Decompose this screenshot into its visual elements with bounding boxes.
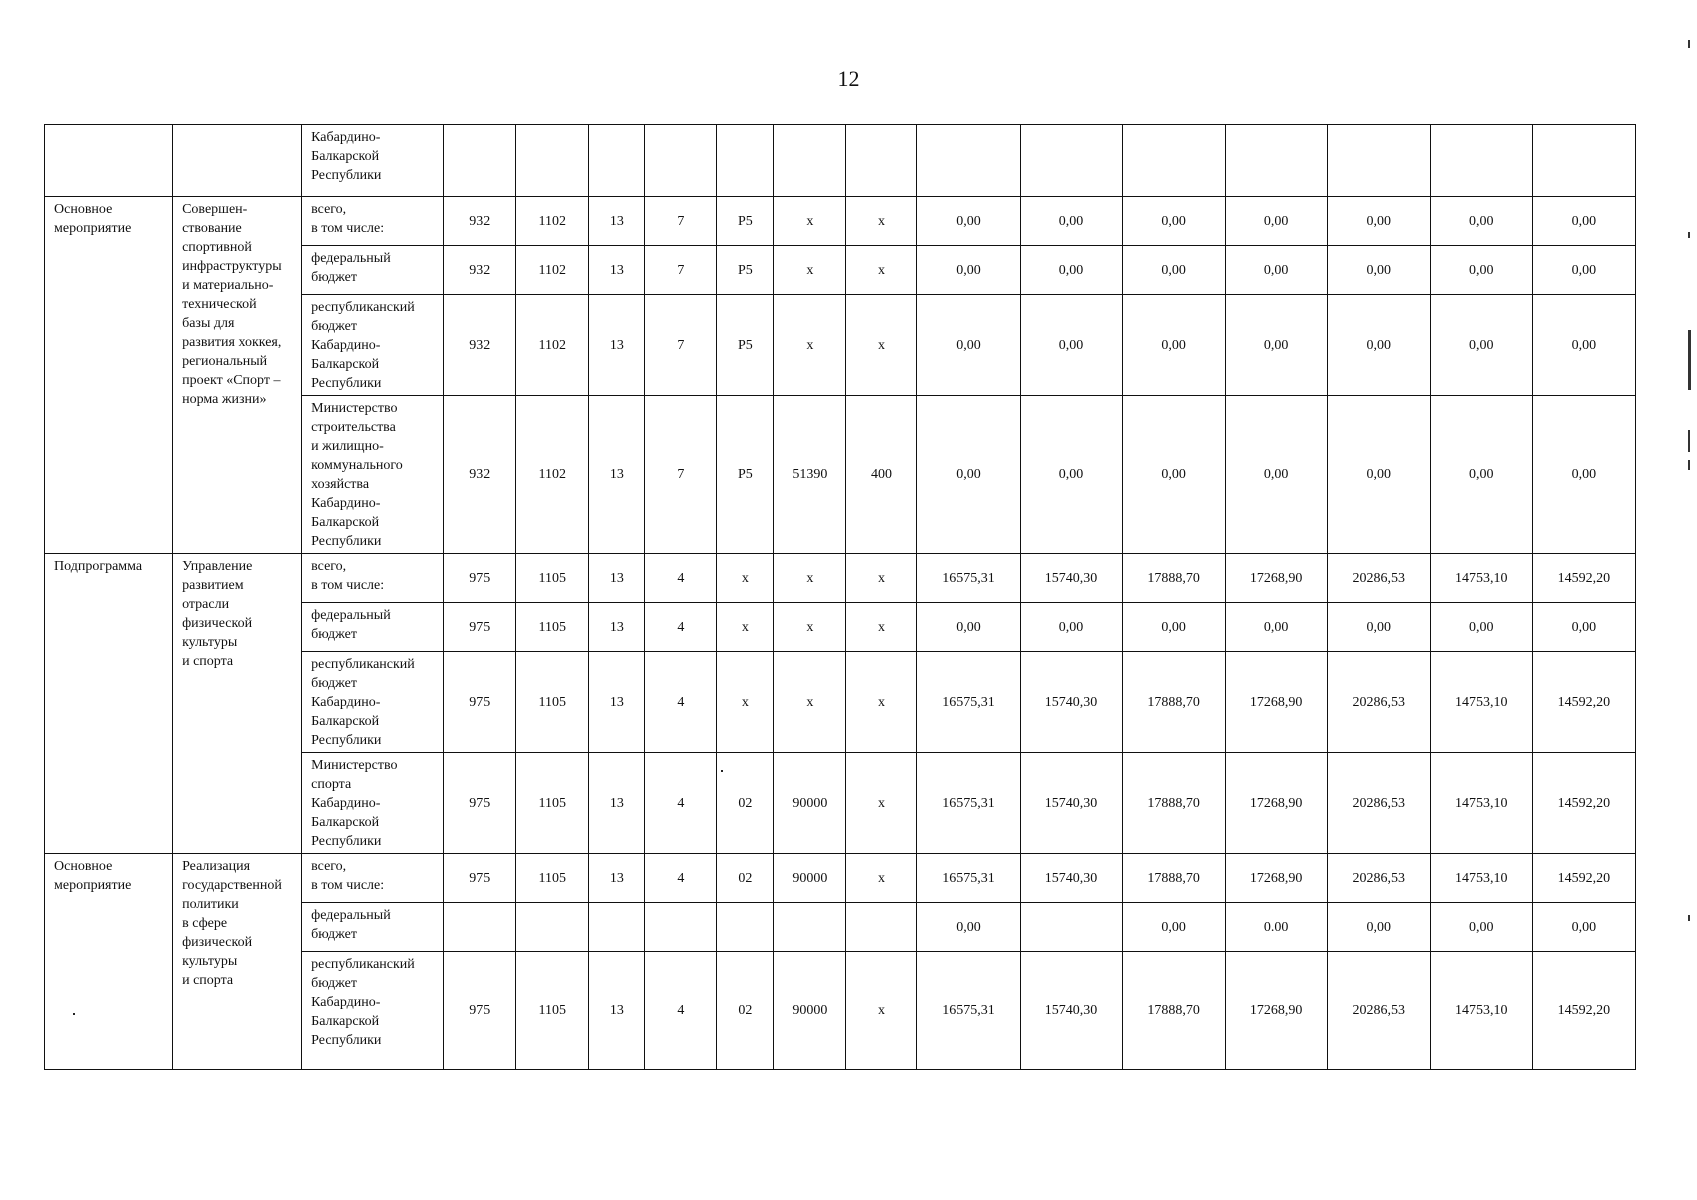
amount-cell: 20286,53 <box>1327 753 1430 854</box>
funding-source-cell: республиканский бюджет Кабардино- Балкарской Республики <box>302 295 444 396</box>
budget-code-cell: Р5 <box>717 246 774 295</box>
funding-source-cell: федеральный бюджет <box>302 903 444 952</box>
scan-dot <box>721 770 723 772</box>
budget-code-cell: 13 <box>589 603 645 652</box>
funding-source-cell: всего, в том числе: <box>302 854 444 903</box>
amount-cell <box>1122 125 1225 197</box>
budget-code-cell: 1102 <box>516 396 589 554</box>
amount-cell <box>1430 125 1532 197</box>
amount-cell: 0,00 <box>1225 246 1327 295</box>
amount-cell: 0,00 <box>1430 396 1532 554</box>
amount-cell: 0,00 <box>1327 246 1430 295</box>
amount-cell: 15740,30 <box>1020 753 1122 854</box>
amount-cell: 17268,90 <box>1225 952 1327 1070</box>
budget-code-cell: x <box>846 652 917 753</box>
budget-code-cell: 1105 <box>516 554 589 603</box>
budget-code-cell <box>774 903 846 952</box>
amount-cell: 0,00 <box>1020 197 1122 246</box>
budget-code-cell: 90000 <box>774 952 846 1070</box>
budget-code-cell: x <box>846 295 917 396</box>
budget-code-cell: 4 <box>645 952 717 1070</box>
table-row <box>45 554 1636 603</box>
amount-cell: 17888,70 <box>1122 652 1225 753</box>
budget-code-cell: x <box>846 246 917 295</box>
table-row <box>45 197 1636 246</box>
amount-cell: 0,00 <box>1122 246 1225 295</box>
budget-code-cell: 975 <box>444 603 516 652</box>
amount-cell: 0,00 <box>917 603 1020 652</box>
budget-code-cell: 4 <box>645 753 717 854</box>
budget-code-cell: 4 <box>645 652 717 753</box>
amount-cell: 14753,10 <box>1430 854 1532 903</box>
budget-code-cell: 13 <box>589 854 645 903</box>
amount-cell: 17888,70 <box>1122 952 1225 1070</box>
amount-cell <box>1327 125 1430 197</box>
funding-source-cell: федеральный бюджет <box>302 246 444 295</box>
amount-cell: 0,00 <box>917 295 1020 396</box>
amount-cell: 14592,20 <box>1532 854 1635 903</box>
budget-code-cell: 932 <box>444 295 516 396</box>
row-title-cell: Реализация государственной политики в сфере физической культуры и спорта <box>173 854 302 1070</box>
amount-cell: 0,00 <box>1327 197 1430 246</box>
amount-cell: 0,00 <box>1122 603 1225 652</box>
budget-code-cell <box>444 903 516 952</box>
table-row <box>45 125 1636 197</box>
amount-cell: 0.00 <box>1225 903 1327 952</box>
amount-cell: 15740,30 <box>1020 554 1122 603</box>
amount-cell: 17888,70 <box>1122 554 1225 603</box>
scan-mark <box>1688 915 1690 921</box>
budget-code-cell: 1102 <box>516 295 589 396</box>
amount-cell: 16575,31 <box>917 652 1020 753</box>
budget-code-cell: x <box>846 753 917 854</box>
amount-cell: 17268,90 <box>1225 554 1327 603</box>
budget-code-cell: x <box>846 554 917 603</box>
amount-cell: 0,00 <box>1430 246 1532 295</box>
budget-code-cell: 7 <box>645 197 717 246</box>
amount-cell: 0,00 <box>1327 396 1430 554</box>
row-title-cell: Совершен- ствование спортивной инфраструктуры и материально- технической базы для развития хоккея, региональный проект «Спорт – норма жизни» <box>173 197 302 554</box>
amount-cell: 16575,31 <box>917 554 1020 603</box>
scan-mark <box>1688 330 1691 390</box>
budget-code-cell: 1105 <box>516 652 589 753</box>
amount-cell: 0,00 <box>1020 603 1122 652</box>
budget-code-cell: 4 <box>645 854 717 903</box>
amount-cell: 15740,30 <box>1020 952 1122 1070</box>
funding-source-cell: всего, в том числе: <box>302 554 444 603</box>
amount-cell: 0,00 <box>1532 295 1635 396</box>
budget-table <box>44 124 1636 1070</box>
amount-cell: 0,00 <box>1430 295 1532 396</box>
budget-code-cell: 1102 <box>516 246 589 295</box>
budget-code-cell: 1105 <box>516 753 589 854</box>
amount-cell: 0,00 <box>1020 295 1122 396</box>
budget-code-cell: Р5 <box>717 295 774 396</box>
row-type-cell: Основное мероприятие <box>45 854 173 1070</box>
amount-cell: 0,00 <box>917 903 1020 952</box>
amount-cell: 0,00 <box>1225 295 1327 396</box>
scan-dot <box>73 1013 75 1015</box>
amount-cell: 0,00 <box>917 246 1020 295</box>
amount-cell: 0,00 <box>1327 903 1430 952</box>
budget-code-cell: x <box>774 197 846 246</box>
amount-cell <box>1020 125 1122 197</box>
budget-code-cell <box>444 125 516 197</box>
amount-cell: 0,00 <box>1532 603 1635 652</box>
scan-mark <box>1688 40 1690 48</box>
amount-cell: 14592,20 <box>1532 753 1635 854</box>
budget-code-cell: 975 <box>444 854 516 903</box>
budget-code-cell <box>516 903 589 952</box>
amount-cell: 17268,90 <box>1225 652 1327 753</box>
amount-cell: 0,00 <box>1532 903 1635 952</box>
budget-code-cell: 932 <box>444 197 516 246</box>
amount-cell: 16575,31 <box>917 854 1020 903</box>
budget-table-body <box>45 125 1636 1070</box>
budget-code-cell <box>846 903 917 952</box>
amount-cell: 0,00 <box>1020 396 1122 554</box>
page-number: 12 <box>837 66 860 91</box>
budget-code-cell: 1105 <box>516 603 589 652</box>
budget-code-cell <box>846 125 917 197</box>
amount-cell: 0,00 <box>1532 246 1635 295</box>
amount-cell: 0,00 <box>1020 246 1122 295</box>
amount-cell: 0,00 <box>1327 295 1430 396</box>
amount-cell: 0,00 <box>1225 396 1327 554</box>
budget-code-cell: 90000 <box>774 854 846 903</box>
budget-code-cell: x <box>774 652 846 753</box>
budget-code-cell <box>717 903 774 952</box>
budget-code-cell: Р5 <box>717 197 774 246</box>
amount-cell: 0,00 <box>1122 197 1225 246</box>
budget-code-cell: 02 <box>717 854 774 903</box>
scan-mark <box>1688 430 1690 452</box>
budget-code-cell: 975 <box>444 652 516 753</box>
budget-code-cell: 7 <box>645 396 717 554</box>
amount-cell: 14753,10 <box>1430 554 1532 603</box>
amount-cell: 0,00 <box>1122 295 1225 396</box>
amount-cell: 14753,10 <box>1430 952 1532 1070</box>
budget-code-cell <box>516 125 589 197</box>
budget-code-cell: 932 <box>444 396 516 554</box>
budget-code-cell: 13 <box>589 295 645 396</box>
budget-code-cell: 13 <box>589 753 645 854</box>
amount-cell: 20286,53 <box>1327 652 1430 753</box>
amount-cell: 17268,90 <box>1225 854 1327 903</box>
amount-cell <box>1225 125 1327 197</box>
budget-code-cell: 13 <box>589 554 645 603</box>
funding-source-cell: всего, в том числе: <box>302 197 444 246</box>
budget-code-cell: 975 <box>444 753 516 854</box>
row-type-cell: Подпрограмма <box>45 554 173 854</box>
amount-cell: 20286,53 <box>1327 952 1430 1070</box>
budget-code-cell: 02 <box>717 952 774 1070</box>
funding-source-cell: республиканский бюджет Кабардино- Балкарской Республики <box>302 952 444 1070</box>
budget-code-cell <box>645 903 717 952</box>
row-type-cell: Основное мероприятие <box>45 197 173 554</box>
budget-code-cell: x <box>846 603 917 652</box>
amount-cell <box>1532 125 1635 197</box>
budget-code-cell: x <box>717 652 774 753</box>
row-title-cell: Управление развитием отрасли физической культуры и спорта <box>173 554 302 854</box>
table-row <box>45 854 1636 903</box>
amount-cell: 20286,53 <box>1327 854 1430 903</box>
budget-code-cell: x <box>717 603 774 652</box>
row-type-cell <box>45 125 173 197</box>
amount-cell: 14592,20 <box>1532 652 1635 753</box>
funding-source-cell: Министерство спорта Кабардино- Балкарской Республики <box>302 753 444 854</box>
budget-code-cell <box>774 125 846 197</box>
budget-code-cell: 90000 <box>774 753 846 854</box>
amount-cell: 0,00 <box>1225 603 1327 652</box>
amount-cell: 0,00 <box>1225 197 1327 246</box>
budget-code-cell: 13 <box>589 246 645 295</box>
amount-cell: 0,00 <box>1430 197 1532 246</box>
amount-cell: 20286,53 <box>1327 554 1430 603</box>
budget-code-cell: x <box>846 197 917 246</box>
amount-cell: 0,00 <box>1532 396 1635 554</box>
amount-cell: 17888,70 <box>1122 753 1225 854</box>
scan-mark <box>1688 460 1690 470</box>
budget-code-cell: 13 <box>589 197 645 246</box>
amount-cell: 17888,70 <box>1122 854 1225 903</box>
funding-source-cell: Кабардино- Балкарской Республики <box>302 125 444 197</box>
amount-cell: 0,00 <box>1532 197 1635 246</box>
budget-code-cell <box>589 903 645 952</box>
amount-cell: 14753,10 <box>1430 753 1532 854</box>
budget-code-cell: 51390 <box>774 396 846 554</box>
budget-code-cell: 7 <box>645 295 717 396</box>
funding-source-cell: федеральный бюджет <box>302 603 444 652</box>
budget-code-cell: 932 <box>444 246 516 295</box>
budget-code-cell: 975 <box>444 554 516 603</box>
amount-cell: 0,00 <box>1122 396 1225 554</box>
amount-cell <box>917 125 1020 197</box>
amount-cell: 0,00 <box>1327 603 1430 652</box>
budget-code-cell: x <box>774 246 846 295</box>
amount-cell: 0,00 <box>1122 903 1225 952</box>
amount-cell: 0,00 <box>1430 903 1532 952</box>
budget-code-cell: 7 <box>645 246 717 295</box>
amount-cell: 17268,90 <box>1225 753 1327 854</box>
budget-code-cell: 400 <box>846 396 917 554</box>
amount-cell: 0,00 <box>1430 603 1532 652</box>
amount-cell: 16575,31 <box>917 952 1020 1070</box>
budget-code-cell: 13 <box>589 396 645 554</box>
budget-code-cell <box>589 125 645 197</box>
amount-cell: 0,00 <box>917 396 1020 554</box>
amount-cell: 15740,30 <box>1020 652 1122 753</box>
funding-source-cell: Министерство строительства и жилищно- коммунального хозяйства Кабардино- Балкарской Республики <box>302 396 444 554</box>
row-title-cell <box>173 125 302 197</box>
budget-code-cell: 02 <box>717 753 774 854</box>
budget-code-cell: 4 <box>645 603 717 652</box>
budget-code-cell: x <box>774 554 846 603</box>
amount-cell: 15740,30 <box>1020 854 1122 903</box>
amount-cell: 14592,20 <box>1532 554 1635 603</box>
budget-code-cell <box>645 125 717 197</box>
budget-code-cell: x <box>717 554 774 603</box>
budget-code-cell: 13 <box>589 952 645 1070</box>
budget-code-cell: 1105 <box>516 952 589 1070</box>
amount-cell: 16575,31 <box>917 753 1020 854</box>
budget-code-cell <box>717 125 774 197</box>
budget-code-cell: x <box>846 952 917 1070</box>
budget-code-cell: 4 <box>645 554 717 603</box>
amount-cell: 0,00 <box>917 197 1020 246</box>
amount-cell: 14753,10 <box>1430 652 1532 753</box>
budget-code-cell: 975 <box>444 952 516 1070</box>
budget-code-cell: 1105 <box>516 854 589 903</box>
budget-code-cell: x <box>774 603 846 652</box>
scan-mark <box>1688 232 1690 238</box>
funding-source-cell: республиканский бюджет Кабардино- Балкарской Республики <box>302 652 444 753</box>
budget-code-cell: 1102 <box>516 197 589 246</box>
amount-cell <box>1020 903 1122 952</box>
budget-code-cell: Р5 <box>717 396 774 554</box>
amount-cell: 14592,20 <box>1532 952 1635 1070</box>
budget-code-cell: 13 <box>589 652 645 753</box>
budget-code-cell: x <box>774 295 846 396</box>
budget-code-cell: x <box>846 854 917 903</box>
